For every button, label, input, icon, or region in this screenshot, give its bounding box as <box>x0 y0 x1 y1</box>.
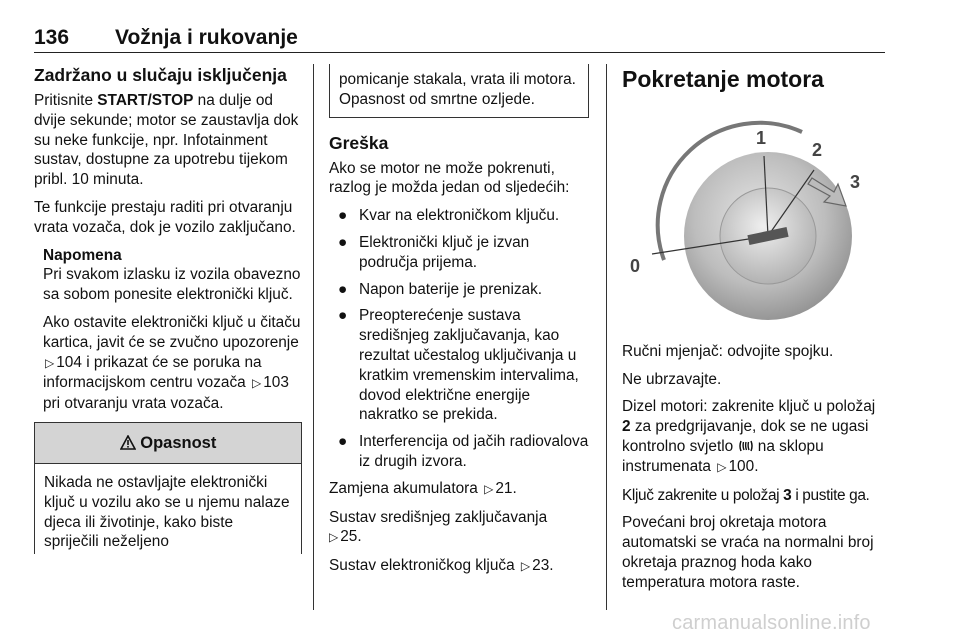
list-item-text: Elektronički ključ je izvan područja prijema. <box>359 233 530 271</box>
bullet-icon: ● <box>338 307 348 325</box>
cause-list <box>329 206 589 472</box>
list-item <box>329 432 589 472</box>
text: pri otvaranju vrata vozača. <box>43 395 224 413</box>
note-title: Napomena <box>43 246 122 264</box>
list-item-text: Napon baterije je prenizak. <box>359 280 543 298</box>
page-ref-arrow-icon: ▷ <box>252 376 262 391</box>
paragraph: Ako se motor ne može pokrenuti, razlog je možda jedan od sljedećih: <box>329 159 570 197</box>
section-heading-fault: Greška <box>329 132 389 153</box>
start-stop-label: START/STOP <box>97 92 194 109</box>
position-number: 2 <box>622 418 631 436</box>
page-ref-arrow-icon: ▷ <box>45 355 55 370</box>
cross-reference: Zamjena akumulatora ▷ 21. <box>329 479 517 497</box>
page-ref-arrow-icon: ▷ <box>717 459 727 474</box>
text: Ključ zakrenite u položaj <box>622 486 780 504</box>
header-divider <box>34 52 885 53</box>
text: Ako ostavite elektronički ključ u čitaču kartica, javit će se zvučno upozorenje <box>43 313 301 351</box>
text: na dulje od dvije sekunde; motor se zaustavlja dok su neke funkcije, npr. Infotainment sustav, dostupne za upotrebu tijekom pribl. 10 minuta. <box>34 92 299 189</box>
page-number: 136 <box>34 26 70 49</box>
list-item <box>329 206 589 226</box>
position-label-0: 0 <box>630 256 641 276</box>
section-heading-retained: Zadržano u slučaju isključenja <box>34 65 287 85</box>
page-ref-arrow-icon: ▷ <box>329 530 339 545</box>
position-label-3: 3 <box>850 172 861 192</box>
text: za predgrijavanje, dok se ne ugasi kontrolno svjetlo <box>622 418 869 455</box>
warning-text: Nikada ne ostavljajte elektronički ključ u vozilu ako se u njemu nalaze djeca ili životinje, kako biste spriječili neželjeno <box>44 473 290 551</box>
page-header <box>34 24 884 54</box>
paragraph <box>34 91 302 190</box>
list-item <box>329 306 589 425</box>
watermark-text: carmanualsonline.info <box>672 612 871 634</box>
bullet-icon: ● <box>338 207 348 225</box>
position-label-1: 1 <box>756 128 767 148</box>
column-2 <box>329 64 589 585</box>
page-ref-arrow-icon: ▷ <box>520 559 531 574</box>
text: Sustav elektroničkog ključa <box>329 557 515 575</box>
column-1 <box>34 64 302 554</box>
section-heading-engine-start: Pokretanje motora <box>622 66 824 92</box>
cross-reference: Sustav središnjeg zaključavanja ▷ 25. <box>329 508 548 546</box>
note-paragraph <box>43 313 302 414</box>
column-3 <box>622 64 886 601</box>
text: Pritisnite <box>34 92 98 109</box>
list-item <box>329 233 589 273</box>
paragraph: Ne ubrzavajte. <box>622 370 722 388</box>
page-ref-link[interactable]: 25 <box>340 528 358 546</box>
text: na sklopu instrumenata <box>622 437 824 475</box>
paragraph: Povećani broj okretaja motora automatski se vraća na normalni broj okretaja praznog hoda kako temperatura motora raste. <box>622 514 874 591</box>
warning-box <box>34 422 302 554</box>
running-title: Vožnja i rukovanje <box>115 26 298 49</box>
page-ref-link[interactable]: 104 <box>56 353 82 371</box>
column-divider-2 <box>606 64 607 610</box>
column-divider-1 <box>313 64 314 610</box>
glow-plug-icon <box>738 439 754 453</box>
note-paragraph: Pri svakom izlasku iz vozila obavezno sa sobom ponesite elektronički ključ. <box>43 266 301 304</box>
bullet-icon: ● <box>338 233 348 251</box>
list-item <box>329 280 589 300</box>
bullet-icon: ● <box>338 433 348 451</box>
text: i prikazat će se poruka na informacijskom centru vozača <box>43 353 262 392</box>
text: i pustite ga. <box>795 486 870 504</box>
warning-header <box>35 422 301 464</box>
bullet-icon: ● <box>338 280 348 298</box>
position-number: 3 <box>783 486 792 504</box>
position-label-2: 2 <box>812 140 823 160</box>
paragraph: Ručni mjenjač: odvojite spojku. <box>622 342 834 360</box>
page-ref-link[interactable]: 103 <box>263 374 289 392</box>
list-item-text: Preopterećenje sustava središnjeg zaključavanja, kao rezultat učestalog uključivanja u kratkim vremenskim intervalima, dovod električne energije nakratko se prekida. <box>359 307 579 424</box>
text: Dizel motori: zakrenite ključ u položaj <box>622 398 876 416</box>
warning-title: Opasnost <box>140 433 217 452</box>
text: Sustav središnjeg zaključavanja <box>329 508 548 526</box>
list-item-text: Kvar na elektroničkom ključu. <box>359 207 560 225</box>
text: Zamjena akumulatora <box>329 479 478 497</box>
page-ref-link[interactable]: 100 <box>728 457 755 475</box>
note-block <box>43 246 302 414</box>
warning-continuation: pomicanje stakala, vrata ili motora. Opasnost od smrtne ozljede. <box>329 64 589 118</box>
page-ref-link[interactable]: 23 <box>532 557 550 575</box>
paragraph <box>622 486 886 506</box>
paragraph: Dizel motori: zakrenite ključ u položaj 2 za predgrijavanje, dok se ne ugasi kontrolno svjetlo na sklopu instrumenata ▷ 100. <box>622 398 876 475</box>
ignition-positions-figure <box>622 110 886 322</box>
warning-triangle-icon <box>120 435 136 450</box>
list-item-text: Interferencija od jačih radiovalova iz drugih izvora. <box>359 433 589 470</box>
page-ref-link[interactable]: 21 <box>495 479 513 497</box>
cross-reference: Sustav elektroničkog ključa ▷ 23. <box>329 557 554 575</box>
page-ref-arrow-icon: ▷ <box>484 481 494 496</box>
paragraph: Te funkcije prestaju raditi pri otvaranju vrata vozača, dok je vozilo zaključano. <box>34 198 296 236</box>
